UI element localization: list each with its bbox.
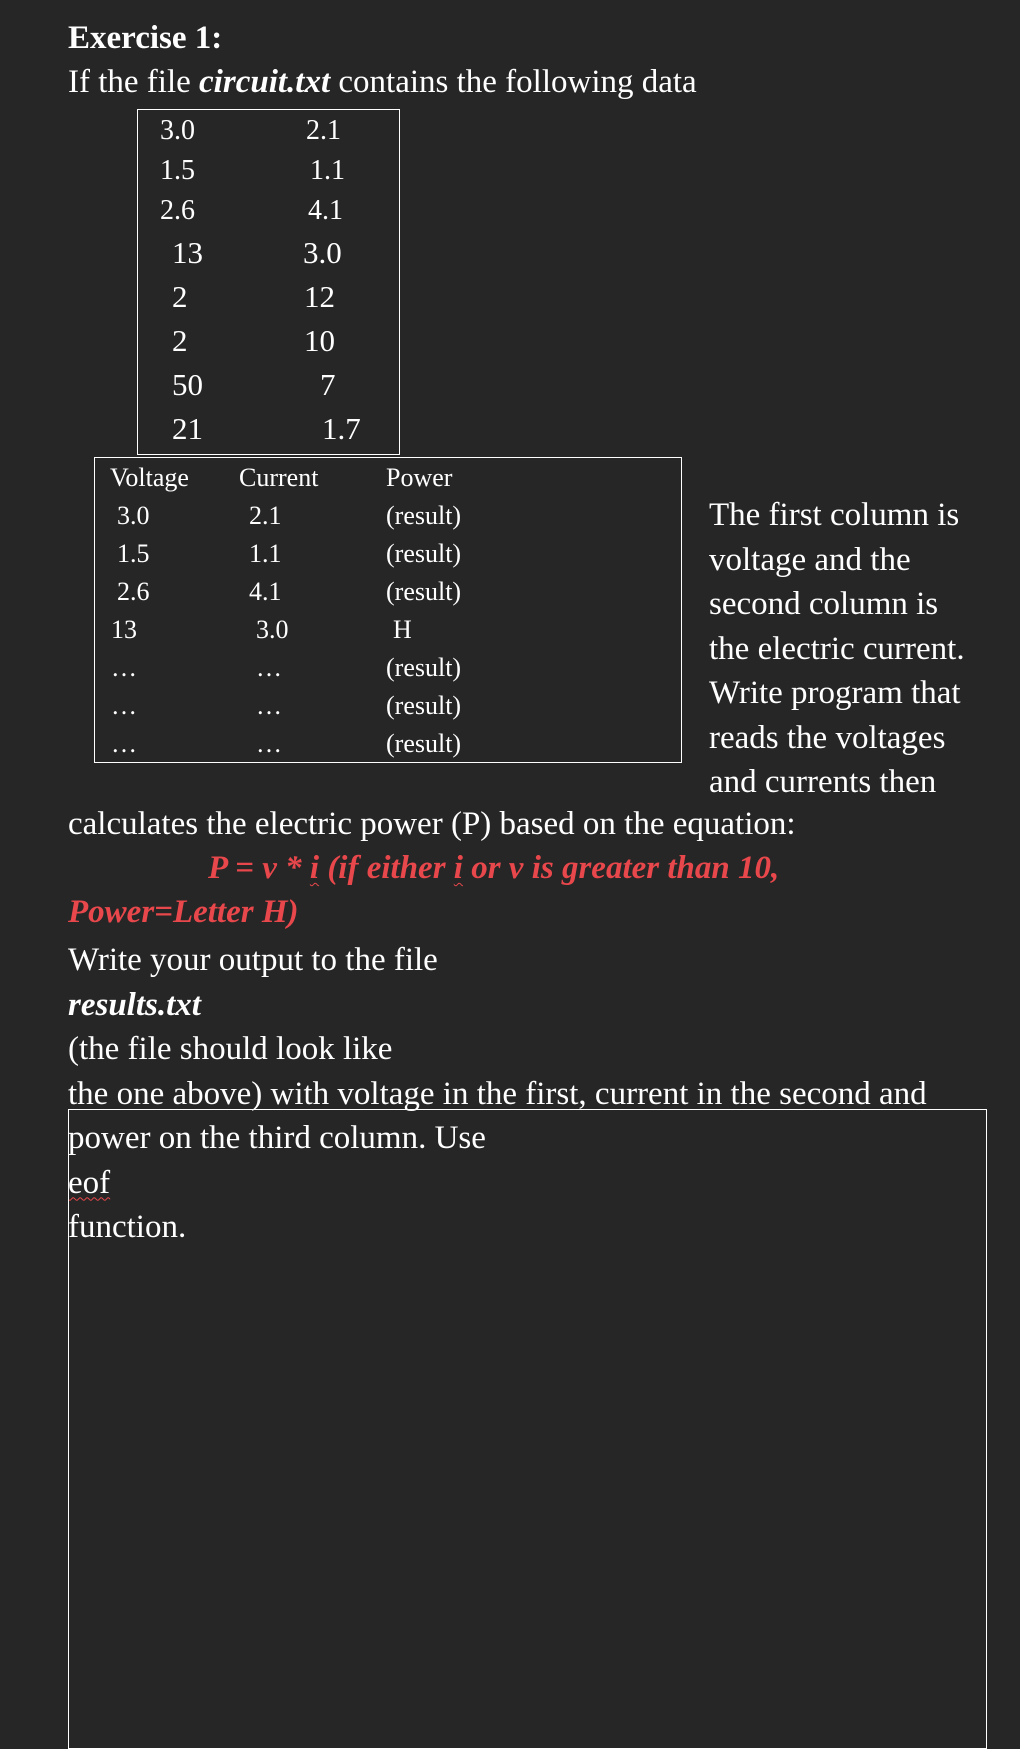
circuit-voltage: 13: [172, 235, 203, 270]
result-current: 4.1: [249, 577, 282, 606]
circuit-voltage: 3.0: [160, 115, 195, 146]
circuit-current: 3.0: [303, 235, 342, 270]
output-line1-after: (the file should look like: [68, 1031, 393, 1067]
result-voltage: …: [111, 653, 137, 682]
result-voltage: 3.0: [117, 501, 150, 530]
circuit-voltage: 2.6: [160, 195, 195, 226]
header-current: Current: [239, 463, 319, 492]
circuit-current: 2.1: [306, 115, 341, 146]
side-line: voltage and the: [709, 541, 911, 578]
intro-line: [68, 64, 697, 101]
output-line2: the one above) with voltage in the first, current in the second and: [68, 1075, 927, 1112]
output-filename: results.txt: [68, 986, 201, 1023]
intro-after: contains the following data: [330, 64, 697, 100]
answer-box[interactable]: [68, 1109, 987, 1749]
result-power: (result): [386, 691, 462, 720]
header-voltage: Voltage: [110, 463, 189, 492]
result-power: H: [393, 615, 412, 644]
side-line: second column is: [709, 586, 939, 622]
output-eof: eof: [68, 1164, 111, 1201]
output-line3-before: power on the third column. Use: [68, 1120, 486, 1156]
circuit-current: 4.1: [308, 195, 343, 226]
result-current: 3.0: [256, 615, 289, 644]
equation: [208, 850, 779, 887]
side-line: The first column is: [709, 497, 960, 533]
side-line: the electric current.: [709, 630, 965, 667]
intro-before: If the file: [68, 64, 200, 100]
eq-i2: i: [453, 850, 463, 886]
result-power: (result): [386, 729, 462, 758]
result-voltage: …: [111, 691, 137, 720]
results-example-box: [94, 457, 682, 763]
eq-part3: or v is greater than 10,: [462, 850, 780, 886]
result-current: …: [256, 691, 282, 720]
side-description: [709, 493, 1009, 805]
circuit-voltage: 50: [172, 367, 203, 402]
eq-part2: (if either: [319, 850, 454, 886]
result-power: (result): [386, 539, 462, 568]
result-current: 2.1: [249, 501, 282, 530]
circuit-current: 12: [304, 279, 335, 314]
eq-i1: i: [309, 850, 320, 886]
side-line: reads the voltages: [709, 719, 946, 756]
result-power: (result): [386, 577, 462, 606]
circuit-voltage: 21: [172, 411, 203, 446]
circuit-voltage: 1.5: [160, 155, 195, 186]
calc-line: calculates the electric power (P) based on the equation:: [68, 806, 796, 842]
circuit-voltage: 2: [172, 279, 188, 314]
equation-line2: Power=Letter H): [68, 894, 299, 930]
circuit-current: 1.7: [322, 411, 361, 446]
circuit-voltage: 2: [172, 323, 188, 358]
output-line3-after: function.: [68, 1209, 187, 1245]
header-power: Power: [386, 463, 453, 492]
exercise-title: Exercise 1:: [68, 20, 223, 56]
intro-filename: circuit.txt: [199, 64, 331, 100]
result-voltage: …: [111, 729, 137, 758]
circuit-current: 7: [320, 367, 336, 402]
output-line1-before: Write your output to the file: [68, 942, 438, 978]
result-voltage: 2.6: [117, 577, 150, 606]
result-current: 1.1: [249, 539, 282, 568]
side-line: Write program that: [709, 675, 961, 711]
side-line: and currents then: [709, 764, 937, 800]
result-power: (result): [386, 501, 462, 530]
result-voltage: 1.5: [117, 539, 150, 568]
result-power: (result): [386, 653, 462, 682]
result-current: …: [256, 653, 282, 682]
circuit-file-box: [137, 109, 400, 455]
eq-part1: P = v *: [208, 850, 310, 886]
result-voltage: 13: [111, 615, 137, 644]
output-line1: [68, 938, 998, 1072]
circuit-current: 1.1: [310, 155, 345, 186]
result-current: …: [256, 729, 282, 758]
circuit-current: 10: [304, 323, 335, 358]
